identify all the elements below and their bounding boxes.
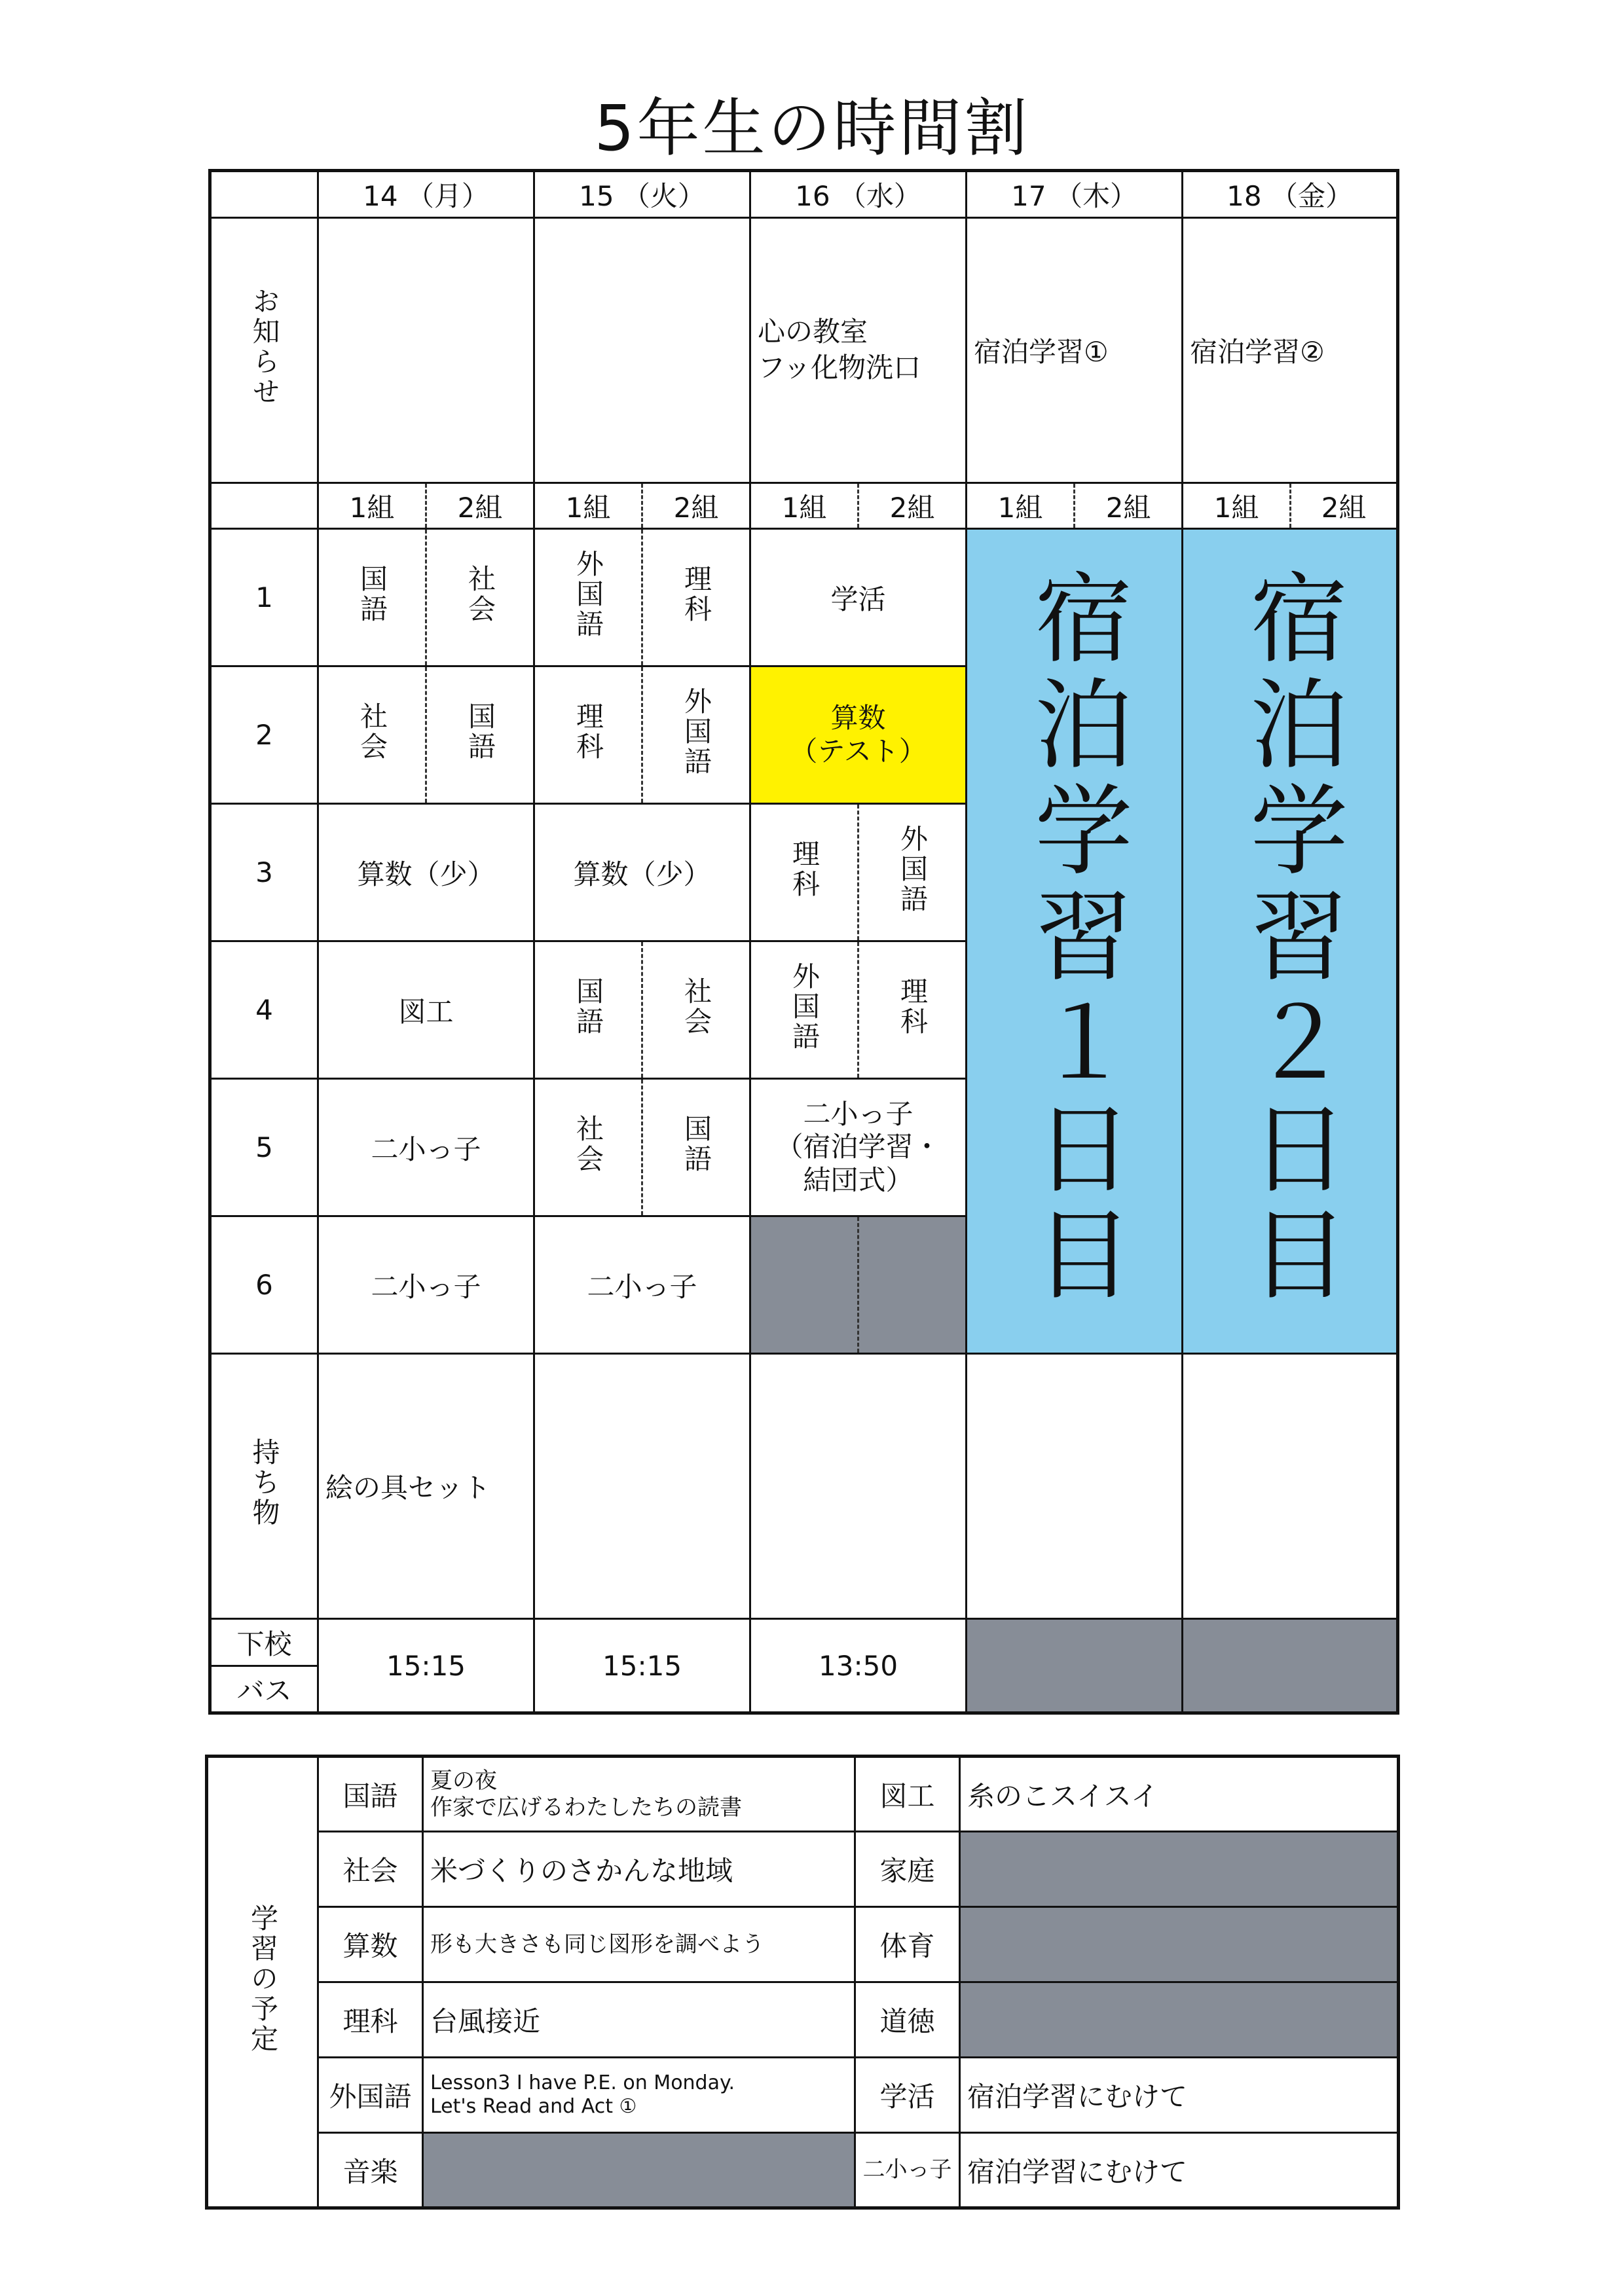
plan-subject: 家庭 [855, 1832, 960, 1907]
day-header: 16 （水） [750, 171, 967, 218]
class-cell: 理科 [680, 564, 713, 625]
plan-content: 形も大きさも同じ図形を調べよう [423, 1907, 855, 1982]
plan-subject: 音楽 [318, 2133, 423, 2208]
bus-time: 15:15 [534, 1619, 750, 1713]
blank-cell [960, 1982, 1399, 2058]
group-2: 2組 [426, 483, 534, 529]
class-cell: 理科 [896, 976, 929, 1037]
period-number: 1 [210, 529, 318, 666]
trip-day2-block [1183, 529, 1398, 1354]
class-cell: 社会 [680, 976, 713, 1037]
class-cell: 算数（少） [534, 804, 750, 941]
group-1: 1組 [750, 483, 858, 529]
belongings-label-cell [210, 1354, 318, 1619]
class-cell: 理科 [572, 701, 605, 762]
group-2: 2組 [642, 483, 750, 529]
notice-label: お知らせ [248, 287, 281, 407]
class-cell: 外国語 [680, 686, 713, 777]
class-cell: 国語 [464, 701, 496, 762]
period-number: 3 [210, 804, 318, 941]
group-1: 1組 [318, 483, 426, 529]
class-cell: 学活 [750, 529, 967, 666]
plan-content: 宿泊学習にむけて [960, 2133, 1399, 2208]
class-cell: 理科 [788, 839, 821, 900]
page-title: 5年生の時間割 [594, 92, 1030, 165]
plan-label-cell [207, 1757, 318, 2208]
notice-tue [534, 218, 750, 483]
bus-label-2: バス [210, 1666, 318, 1713]
class-cell: 社会 [572, 1114, 605, 1175]
plan-subject: 社会 [318, 1832, 423, 1907]
notice-wed: 心の教室 フッ化物洗口 [750, 218, 967, 483]
group-corner [210, 483, 318, 529]
belongings-fri [1183, 1354, 1398, 1619]
class-cell: 二小っ子 [318, 1216, 534, 1354]
plan-content: 糸のこスイスイ [960, 1757, 1399, 1832]
blank-cell [960, 1907, 1399, 1982]
plan-content: Lesson3 I have P.E. on Monday. Let's Read and Act ① [423, 2058, 855, 2133]
notice-label-cell [210, 218, 318, 483]
period-number: 4 [210, 941, 318, 1079]
plan-subject: 図工 [855, 1757, 960, 1832]
plan-content: 台風接近 [423, 1982, 855, 2058]
group-2: 2組 [858, 483, 967, 529]
class-cell: 国語 [680, 1114, 713, 1175]
class-cell: 国語 [356, 564, 388, 625]
group-1: 1組 [1183, 483, 1291, 529]
plan-content: 夏の夜 作家で広げるわたしたちの読書 [423, 1757, 855, 1832]
plan-content: 宿泊学習にむけて [960, 2058, 1399, 2133]
bus-time: 13:50 [750, 1619, 967, 1713]
plan-subject: 学活 [855, 2058, 960, 2133]
class-cell: 二小っ子 [534, 1216, 750, 1354]
period-number: 6 [210, 1216, 318, 1354]
class-cell: 国語 [572, 976, 605, 1037]
class-cell: 社会 [464, 564, 496, 625]
plan-content: 米づくりのさかんな地域 [423, 1832, 855, 1907]
day-header: 15 （火） [534, 171, 750, 218]
blank-cell [967, 1619, 1183, 1713]
study-plan-table [205, 1755, 1400, 2210]
blank-cell [858, 1216, 967, 1354]
class-cell: 二小っ子 （宿泊学習・ 結団式） [750, 1079, 967, 1216]
period-number: 2 [210, 666, 318, 804]
class-cell: 外国語 [788, 961, 821, 1052]
belongings-tue [534, 1354, 750, 1619]
plan-label: 学習の予定 [247, 1903, 279, 2054]
class-cell: 算数（少） [318, 804, 534, 941]
belongings-mon: 絵の具セット [318, 1354, 534, 1619]
class-cell: 社会 [356, 701, 388, 762]
blank-cell [960, 1832, 1399, 1907]
bus-label-1: 下校 [210, 1619, 318, 1666]
belongings-label: 持ち物 [248, 1438, 281, 1528]
trip-day1-block [967, 529, 1183, 1354]
corner-cell [210, 171, 318, 218]
trip-day2-text: 宿泊学習２日目 [1233, 566, 1348, 1309]
blank-cell [750, 1216, 858, 1354]
day-header: 18 （金） [1183, 171, 1398, 218]
class-cell: 図工 [318, 941, 534, 1079]
plan-subject: 外国語 [318, 2058, 423, 2133]
notice-mon [318, 218, 534, 483]
belongings-wed [750, 1354, 967, 1619]
day-header: 17 （木） [967, 171, 1183, 218]
class-cell: 外国語 [572, 549, 605, 640]
plan-subject: 理科 [318, 1982, 423, 2058]
group-1: 1組 [967, 483, 1075, 529]
class-cell: 二小っ子 [318, 1079, 534, 1216]
plan-subject: 二小っ子 [855, 2133, 960, 2208]
day-header: 14 （月） [318, 171, 534, 218]
math-test-cell: 算数 （テスト） [750, 666, 967, 804]
notice-fri: 宿泊学習② [1183, 218, 1398, 483]
plan-subject: 国語 [318, 1757, 423, 1832]
plan-subject: 算数 [318, 1907, 423, 1982]
timetable [208, 169, 1399, 1715]
trip-day1-text: 宿泊学習１日目 [1018, 566, 1132, 1309]
group-2: 2組 [1075, 483, 1183, 529]
group-1: 1組 [534, 483, 642, 529]
blank-cell [423, 2133, 855, 2208]
bus-time: 15:15 [318, 1619, 534, 1713]
class-cell: 外国語 [896, 824, 929, 915]
notice-thu: 宿泊学習① [967, 218, 1183, 483]
group-2: 2組 [1291, 483, 1398, 529]
blank-cell [1183, 1619, 1398, 1713]
plan-subject: 体育 [855, 1907, 960, 1982]
period-number: 5 [210, 1079, 318, 1216]
plan-subject: 道徳 [855, 1982, 960, 2058]
belongings-thu [967, 1354, 1183, 1619]
